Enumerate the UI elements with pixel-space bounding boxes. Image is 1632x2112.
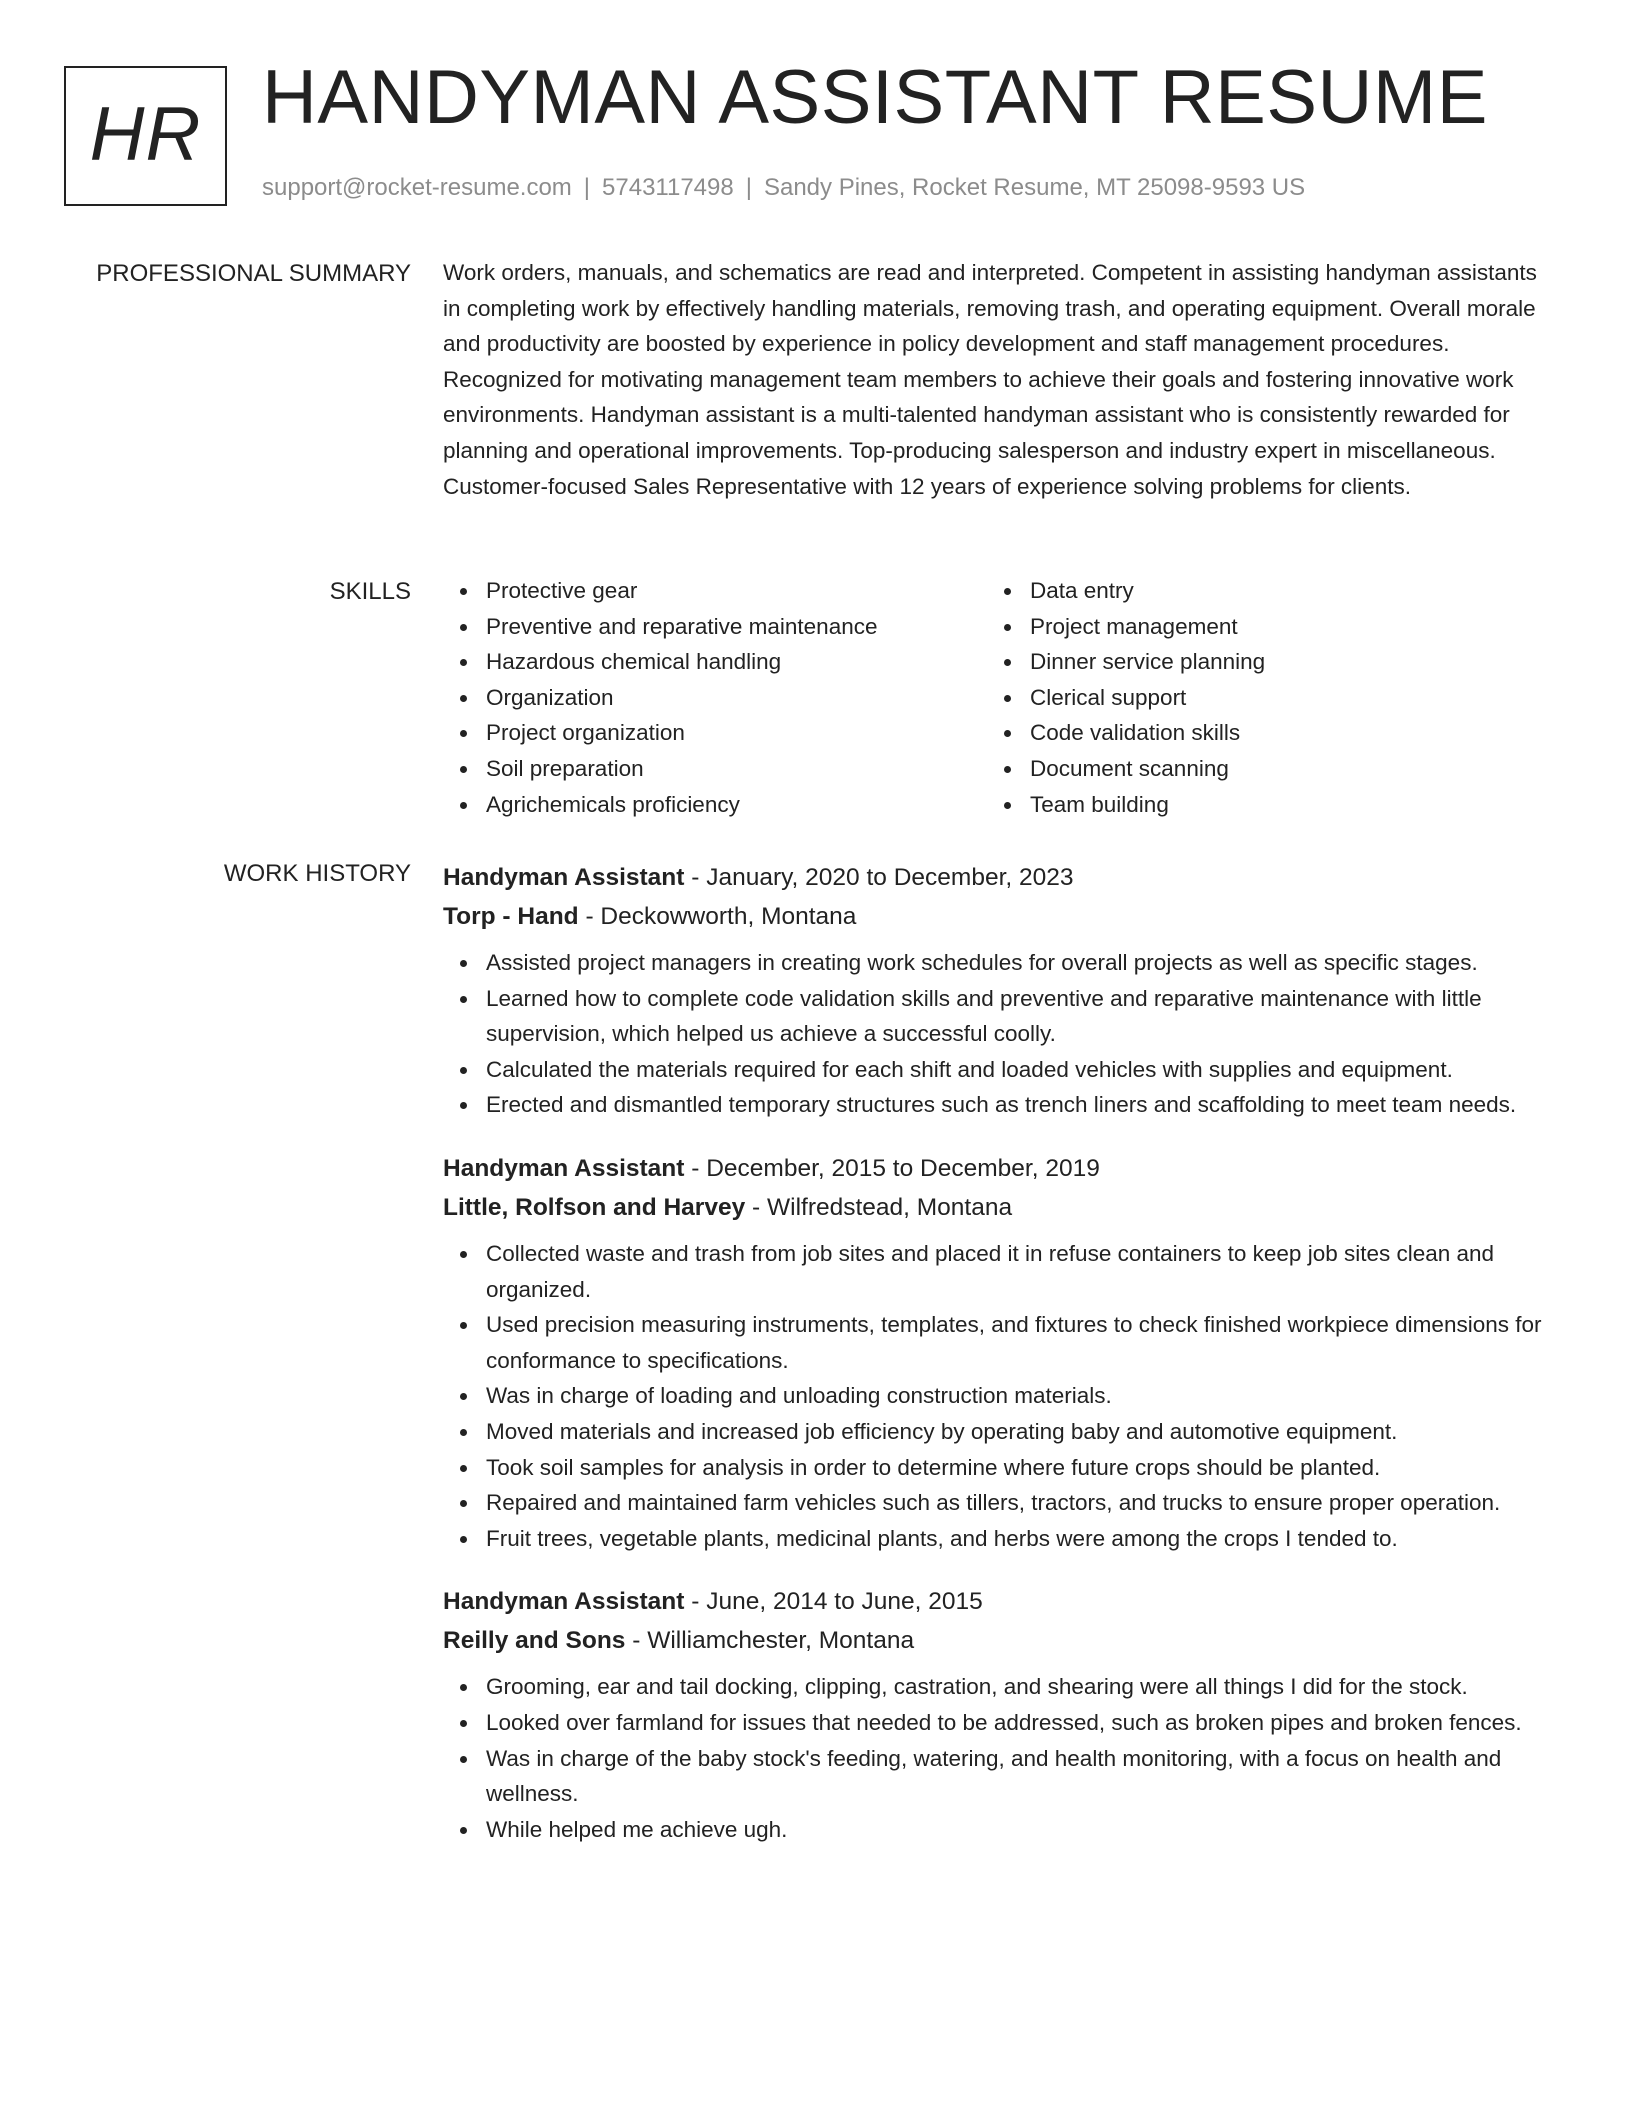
skill-item: Team building <box>987 787 1265 823</box>
job-entry <box>443 1149 1553 1556</box>
job-company-line: Little, Rolfson and Harvey - Wilfredstead, Montana <box>443 1193 1013 1221</box>
job-company-line: Reilly and Sons - Williamchester, Montana <box>443 1627 915 1655</box>
skill-item: Project organization <box>443 715 987 751</box>
skill-item: Preventive and reparative maintenance <box>443 609 987 645</box>
work-history-body <box>443 858 1553 1873</box>
contact-address: Sandy Pines, Rocket Resume, MT 25098-9593 US <box>763 174 1306 201</box>
summary-body <box>443 258 1553 504</box>
job-title-line: Handyman Assistant - January, 2020 to December, 2023 <box>443 864 1074 891</box>
job-title: Handyman Assistant <box>443 1154 685 1182</box>
job-location: Deckowworth, Montana <box>600 903 857 930</box>
job-bullets <box>443 1236 1553 1556</box>
job-bullets <box>443 1669 1553 1847</box>
job-dates: January, 2020 to December, 2023 <box>706 864 1074 891</box>
skill-item: Data entry <box>987 573 1265 609</box>
job-bullet: Looked over farmland for issues that needed to be addressed, such as broken pipes and broken fences. <box>443 1705 1553 1741</box>
job-bullet: Collected waste and trash from job sites and placed it in refuse containers to keep job sites clean and organized. <box>443 1236 1553 1307</box>
skill-item: Agrichemicals proficiency <box>443 787 987 823</box>
job-company-line: Torp - Hand - Deckowworth, Montana <box>443 903 857 930</box>
job-entry <box>443 1582 1553 1847</box>
skill-item: Soil preparation <box>443 751 987 787</box>
job-location: Williamchester, Montana <box>647 1627 915 1655</box>
job-title: Handyman Assistant <box>443 864 685 891</box>
job-bullet: Learned how to complete code validation skills and preventive and reparative maintenance with little supervision, which helped us achieve a successful coolly. <box>443 981 1553 1052</box>
skill-item: Code validation skills <box>987 715 1265 751</box>
skill-item: Organization <box>443 680 987 716</box>
section-label-work-history: WORK HISTORY <box>223 860 411 887</box>
job-bullet: Repaired and maintained farm vehicles such as tillers, tractors, and trucks to ensure proper operation. <box>443 1485 1553 1521</box>
job-bullet: Took soil samples for analysis in order to determine where future crops should be planted. <box>443 1450 1553 1486</box>
job-dates: December, 2015 to December, 2019 <box>706 1154 1100 1182</box>
skills-body <box>443 576 1553 822</box>
skill-item: Hazardous chemical handling <box>443 644 987 680</box>
contact-separator: | <box>745 174 752 201</box>
section-label-skills: SKILLS <box>329 578 411 605</box>
contact-email: support@rocket-resume.com <box>262 174 572 201</box>
job-company: Little, Rolfson and Harvey <box>443 1193 746 1221</box>
summary-text: Work orders, manuals, and schematics are read and interpreted. Competent in assisting handyman assistants in completing work by effectively handling materials, removing trash, and operating equipment. Overall morale and productivity are boosted by experience in policy development and staff management procedures. Recognized for motivating management team members to achieve their goals and fostering innovative work environments. Handyman assistant is a multi-talented handyman assistant who is consistently rewarded for planning and operational improvements. Top-producing salesperson and industry expert in miscellaneous. Customer-focused Sales Representative with 12 years of experience solving problems for clients. <box>443 260 1537 499</box>
monogram-text: HR <box>89 92 202 177</box>
skill-item: Protective gear <box>443 573 987 609</box>
job-company: Reilly and Sons <box>443 1627 626 1655</box>
job-entry <box>443 858 1553 1123</box>
skills-list-right <box>987 573 1265 822</box>
job-title: Handyman Assistant <box>443 1588 685 1616</box>
contact-phone: 5743117498 <box>602 174 734 201</box>
job-bullet: Assisted project managers in creating work schedules for overall projects as well as specific stages. <box>443 945 1553 981</box>
section-label-summary: PROFESSIONAL SUMMARY <box>96 260 411 287</box>
job-company: Torp - Hand <box>443 903 579 930</box>
skills-list-left <box>443 573 987 822</box>
job-bullet: Erected and dismantled temporary structures such as trench liners and scaffolding to meet team needs. <box>443 1087 1553 1123</box>
skill-item: Document scanning <box>987 751 1265 787</box>
job-bullet: Used precision measuring instruments, templates, and fixtures to check finished workpiece dimensions for conformance to specifications. <box>443 1307 1553 1378</box>
job-bullet: Grooming, ear and tail docking, clipping, castration, and shearing were all things I did for the stock. <box>443 1669 1553 1705</box>
job-dates: June, 2014 to June, 2015 <box>706 1588 983 1616</box>
job-bullet: Was in charge of the baby stock's feeding, watering, and health monitoring, with a focus on health and wellness. <box>443 1741 1553 1812</box>
contact-separator: | <box>583 174 591 201</box>
job-location: Wilfredstead, Montana <box>767 1193 1013 1221</box>
contact-line <box>262 174 1305 203</box>
skill-item: Project management <box>987 609 1265 645</box>
skills-columns <box>443 573 1553 822</box>
skill-item: Clerical support <box>987 680 1265 716</box>
job-bullet: Moved materials and increased job efficiency by operating baby and automotive equipment. <box>443 1414 1553 1450</box>
skill-item: Dinner service planning <box>987 644 1265 680</box>
monogram-logo <box>64 66 227 206</box>
job-bullet: Was in charge of loading and unloading construction materials. <box>443 1378 1553 1414</box>
job-bullets <box>443 945 1553 1123</box>
job-bullet: While helped me achieve ugh. <box>443 1812 1553 1848</box>
job-title-line: Handyman Assistant - June, 2014 to June, 2015 <box>443 1588 983 1616</box>
job-title-line: Handyman Assistant - December, 2015 to December, 2019 <box>443 1154 1100 1182</box>
job-bullet: Calculated the materials required for each shift and loaded vehicles with supplies and equipment. <box>443 1052 1553 1088</box>
resume-title: HANDYMAN ASSISTANT RESUME <box>262 55 1488 140</box>
job-bullet: Fruit trees, vegetable plants, medicinal plants, and herbs were among the crops I tended to. <box>443 1521 1553 1557</box>
